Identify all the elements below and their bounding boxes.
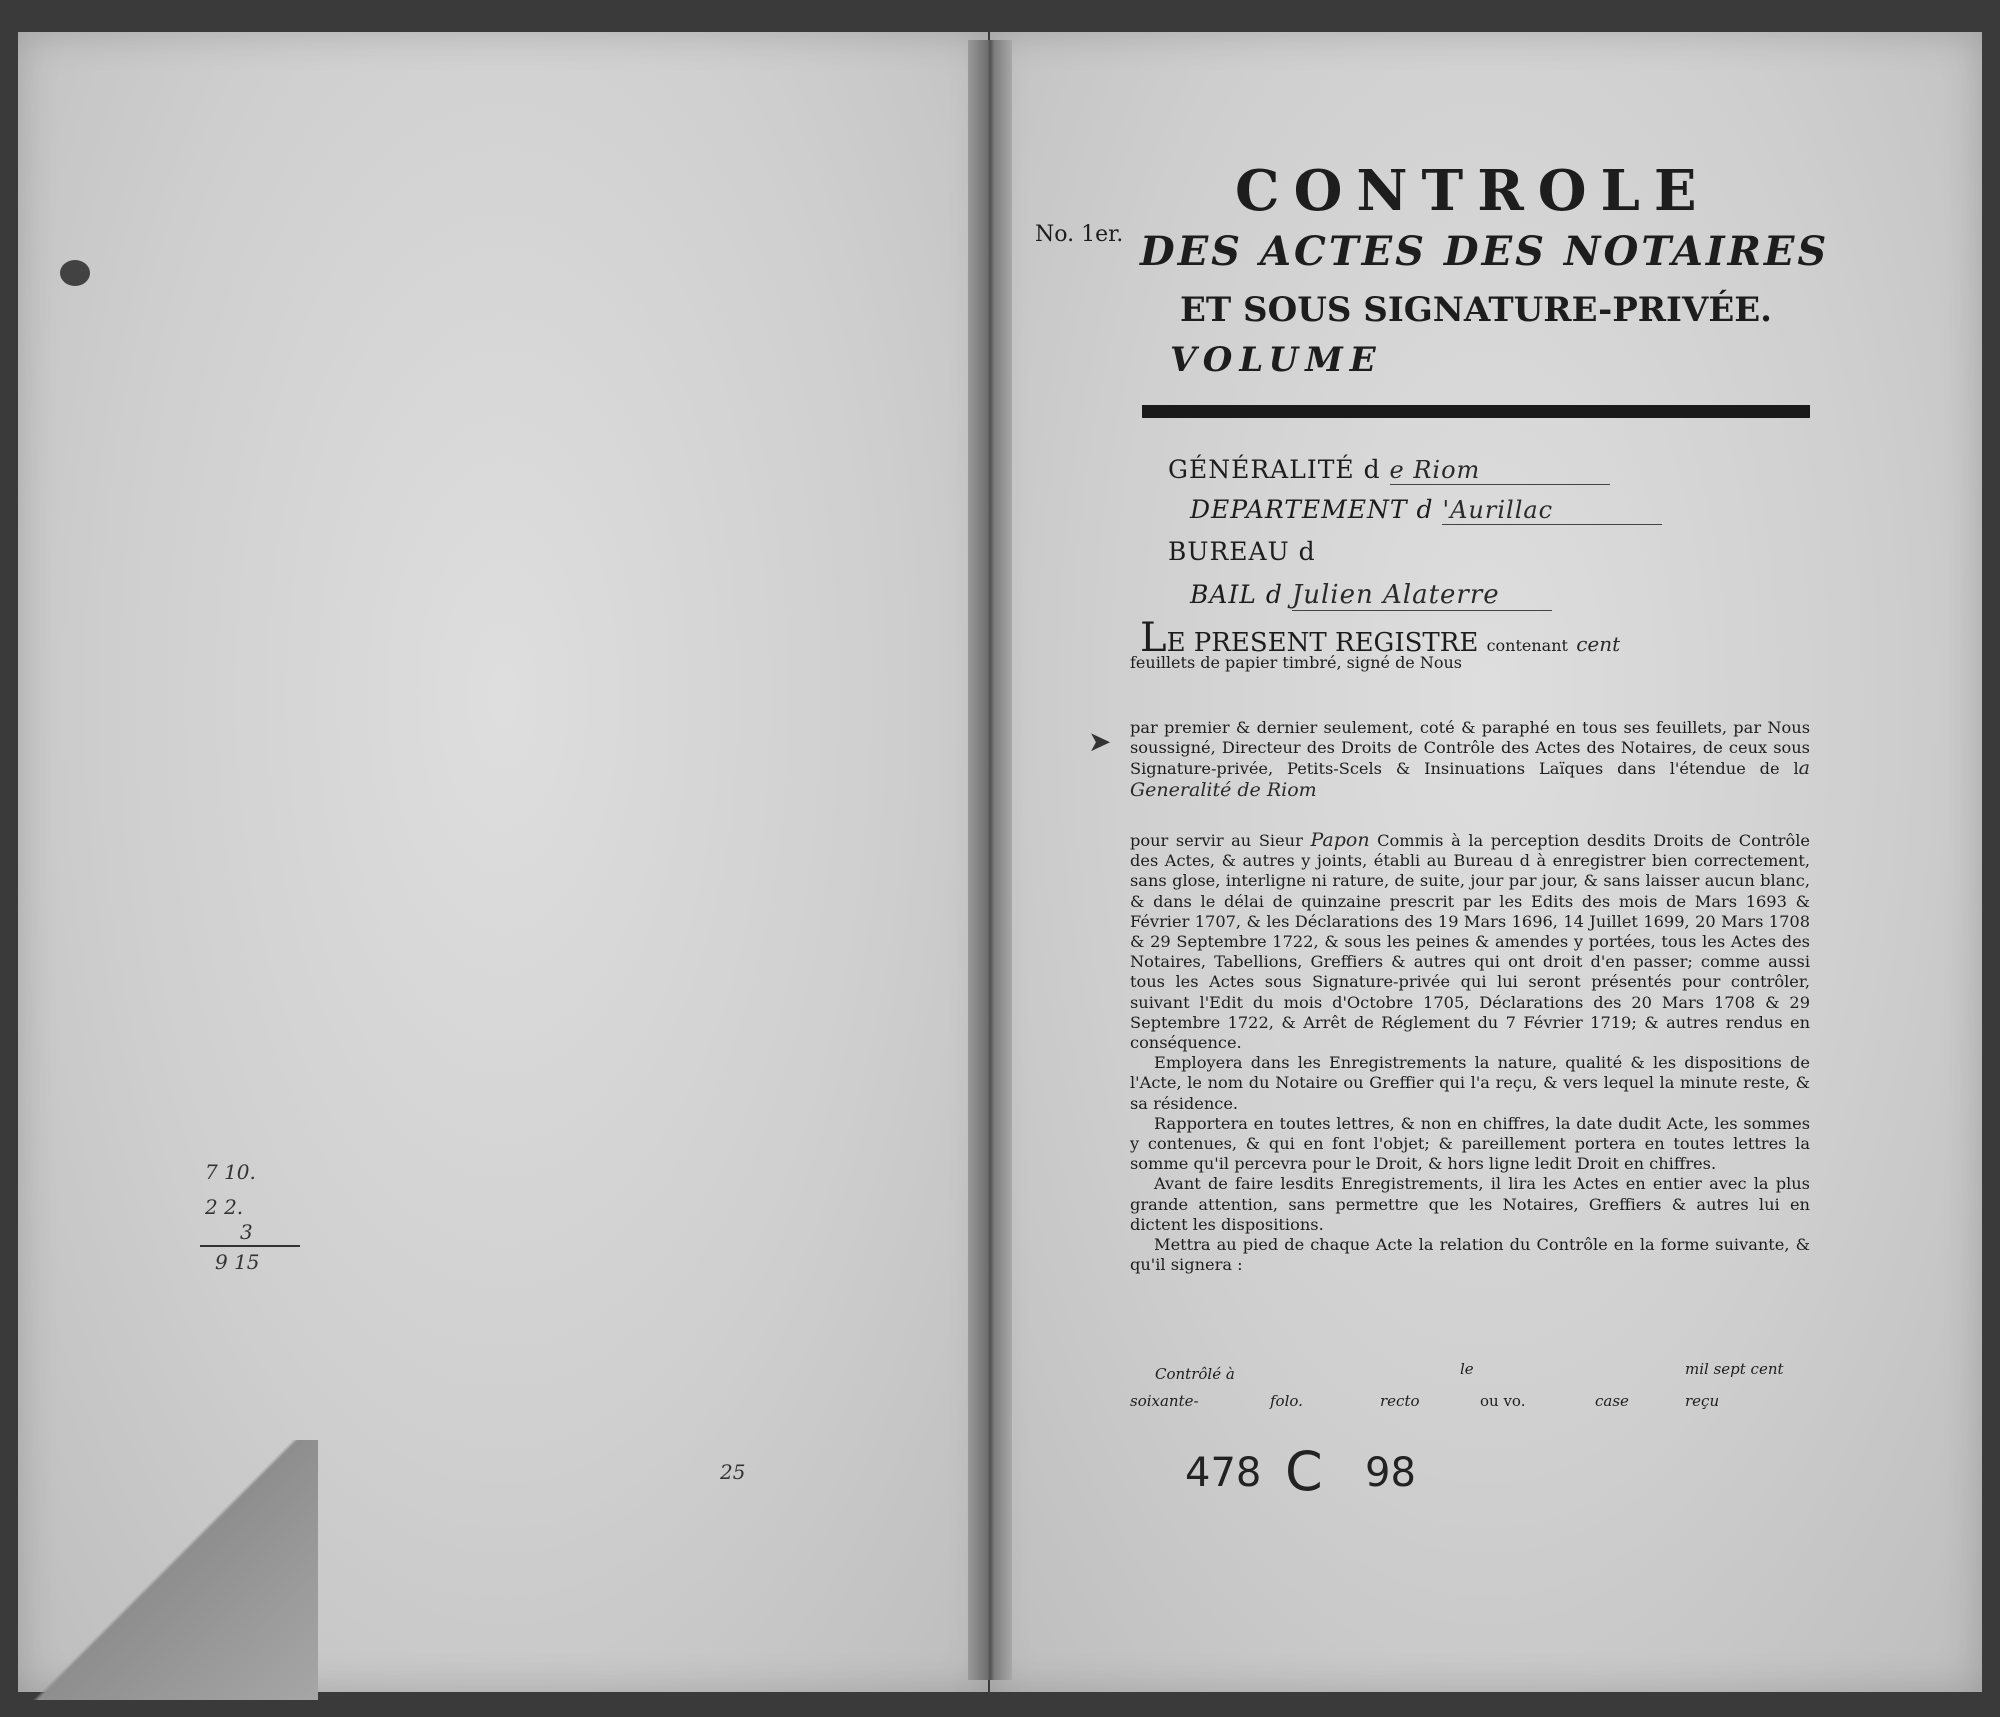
bureau-line	[1168, 537, 1316, 566]
title-subline-2: ET SOUS SIGNATURE-PRIVÉE.	[1180, 290, 1772, 330]
bail-value: Julien Alaterre	[1292, 580, 1552, 611]
main-body	[1130, 830, 1810, 1275]
preamble-heading: E PRESENT REGISTRE	[1166, 628, 1479, 658]
departement-line	[1190, 495, 1662, 525]
title-rule	[1142, 405, 1810, 418]
volume-label: VOLUME	[1170, 340, 1383, 380]
sieur-value: Papon	[1310, 829, 1370, 851]
ink-stain-left	[60, 260, 90, 286]
catalog-item: 98	[1365, 1450, 1416, 1496]
bottom-note: 25	[720, 1460, 746, 1484]
formula-soixante: soixante-	[1130, 1392, 1199, 1410]
formula-controle: Contrôlé à	[1155, 1365, 1235, 1383]
title-subline-1: DES ACTES DES NOTAIRES	[1140, 228, 1830, 275]
generalite-value: e Riom	[1390, 456, 1610, 485]
catalog-series: C	[1285, 1440, 1323, 1503]
formula-recu: reçu	[1685, 1392, 1720, 1410]
page-title: CONTROLE	[1235, 158, 1711, 224]
margin-sum-rule	[200, 1245, 300, 1247]
margin-note-3: 3	[240, 1220, 253, 1244]
preamble-count: cent	[1576, 632, 1621, 656]
book-gutter	[968, 40, 1012, 1680]
preamble-line-2: feuillets de papier timbré, signé de Nous	[1130, 653, 1463, 672]
paragraph-4: Rapportera en toutes lettres, & non en chiffres, la date dudit Acte, les sommes y contenues, & qui en font l'objet; & pareillement portera en toutes lettres la somme qu'il percevra pour le Droit, & hors ligne ledit Droit en chiffres.	[1130, 1113, 1810, 1174]
paragraph-2-commis: Commis à la perception desdits Droits de Contrôle des Actes, & autres y joints, établi au Bureau d	[1130, 831, 1810, 871]
catalog-number: 478	[1185, 1450, 1262, 1496]
paragraph-1	[1130, 718, 1810, 801]
formula-case: case	[1595, 1392, 1629, 1410]
paragraph-3: Employera dans les Enregistrements la nature, qualité & les dispositions de l'Acte, le nom du Notaire ou Greffier qui l'a reçu, & vers lequel la minute reste, & sa résidence.	[1130, 1053, 1810, 1113]
bail-label: BAIL d	[1190, 580, 1283, 609]
formula-ou: ou vo.	[1480, 1392, 1526, 1410]
generalite-line	[1168, 455, 1610, 485]
paragraph-1-hand: a Generalité de Riom	[1130, 757, 1810, 801]
formula-mil: mil sept cent	[1685, 1360, 1784, 1378]
departement-label: DEPARTEMENT d	[1190, 495, 1434, 524]
generalite-label: GÉNÉRALITÉ d	[1168, 455, 1381, 484]
pointer-mark: ➤	[1088, 725, 1112, 758]
departement-value: 'Aurillac	[1442, 496, 1662, 525]
paragraph-6: Mettra au pied de chaque Acte la relation du Contrôle en la forme suivante, & qu'il signera :	[1130, 1235, 1810, 1275]
folded-corner	[18, 1440, 318, 1700]
paragraph-1-text: par premier & dernier seulement, coté & paraphé en tous ses feuillets, par Nous soussigné, Directeur des Droits de Contrôle des Actes des Notaires, de ceux sous Signature-privée, Petits-Scels & Insinuations Laïques dans l'étendue de l	[1130, 718, 1810, 779]
formula-recto: recto	[1380, 1392, 1420, 1410]
margin-note-1: 7 10.	[205, 1160, 256, 1184]
paragraph-5: Avant de faire lesdits Enregistrements, il lira les Actes en entier avec la plus grande attention, sans permettre que les Notaires, Greffiers & autres lui en dictent les dispositions.	[1130, 1174, 1810, 1234]
preamble-initial: L	[1140, 615, 1167, 661]
margin-note-2: 2 2.	[205, 1195, 244, 1219]
number-mark: No. 1er.	[1035, 222, 1124, 247]
paragraph-2-rest: à enregistrer bien correctement, sans glose, interligne ni rature, de suite, jour par jour, & sans laisser aucun blanc, & dans le délai de quinzaine prescrit par les Edits des mois de Mars 1693 & Février 1707, & les Déclarations des 19 Mars 1696, 14 Juillet 1699, 20 Mars 1708 & 29 Septembre 1722, & sous les peines & amendes y portées, tous les Actes des Notaires, Tabellions, Greffiers & autres qui ont droit d'en passer; comme aussi tous les Actes sous Signature-privée qui lui seront présentés pour contrôler, suivant l'Edit du mois d'Octobre 1705, Déclarations des 20 Mars 1708 & 29 Septembre 1722, & Arrêt de Réglement du 7 Février 1719; & autres rendus en conséquence.	[1130, 851, 1811, 1053]
formula-le: le	[1460, 1360, 1474, 1378]
formula-fol: folo.	[1270, 1392, 1303, 1410]
preamble-tail: contenant	[1486, 636, 1568, 655]
bureau-label: BUREAU d	[1168, 537, 1316, 566]
margin-note-4: 9 15	[215, 1250, 260, 1274]
paragraph-2-start: pour servir au Sieur	[1130, 831, 1303, 850]
bail-line	[1190, 580, 1552, 611]
